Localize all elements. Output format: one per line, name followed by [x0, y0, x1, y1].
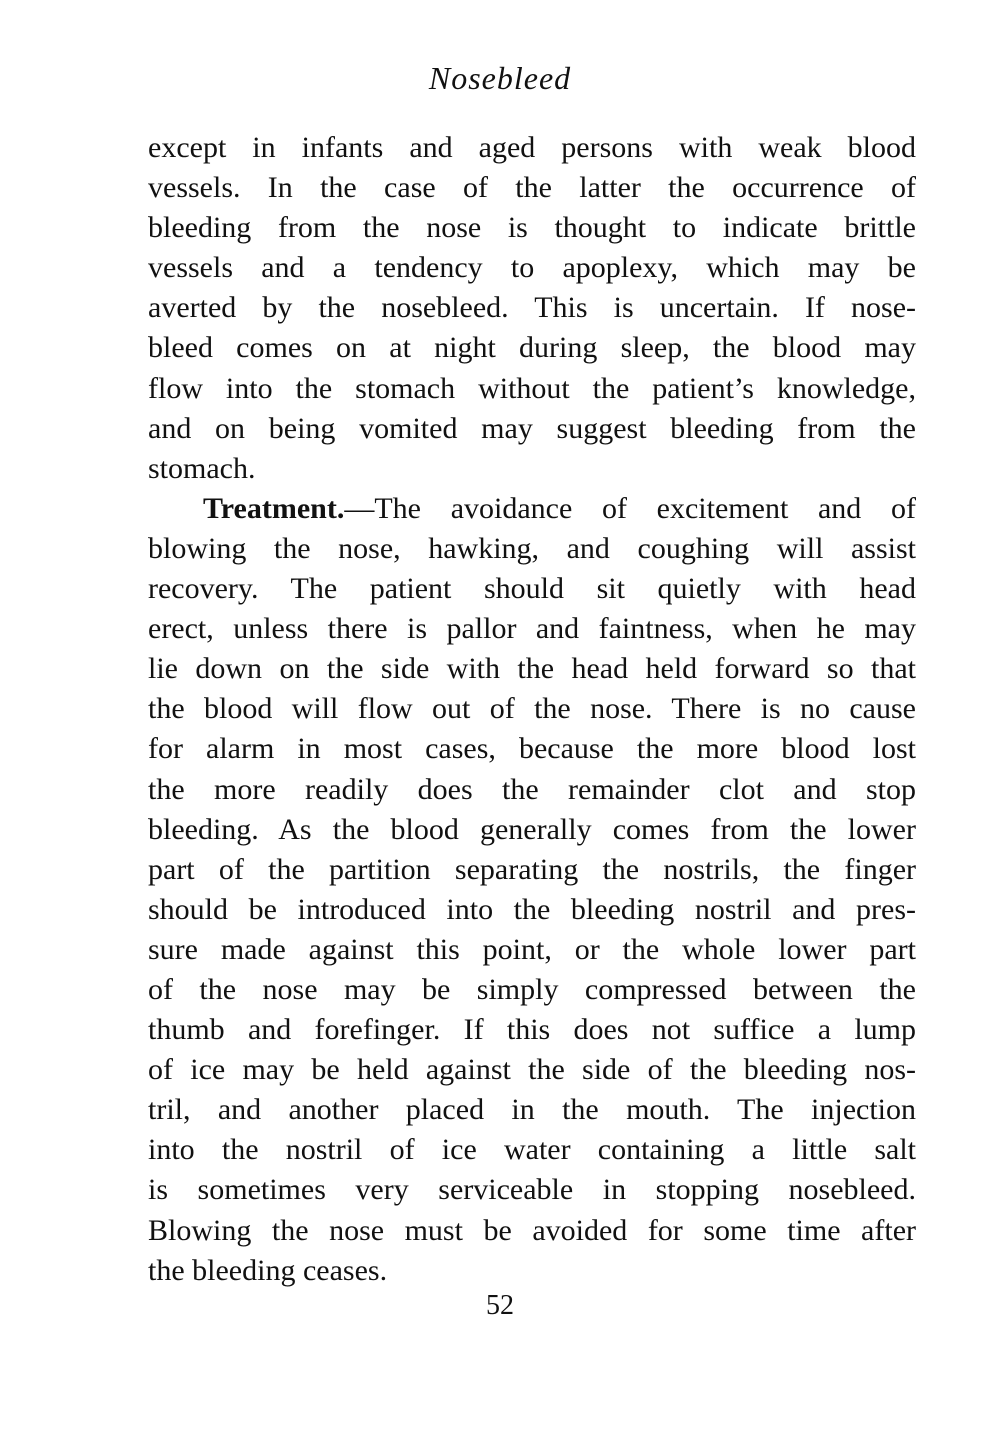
- text-line: blowing the nose, hawking, and coughing will assist: [148, 531, 916, 565]
- text-line: stomach.: [148, 451, 256, 485]
- section-heading: Treatment.: [203, 491, 345, 525]
- text-line: part of the partition separating the nostrils, the finger: [148, 852, 916, 886]
- text-line: vessels. In the case of the latter the occurrence of: [148, 171, 916, 205]
- text-line: of ice may be held against the side of the bleeding nos-: [148, 1053, 916, 1087]
- text-line: for alarm in most cases, because the more blood lost: [148, 732, 916, 766]
- text-line: the blood will flow out of the nose. There is no cause: [148, 692, 916, 726]
- text-line: except in infants and aged persons with weak blood: [148, 131, 916, 164]
- text-line: is sometimes very serviceable in stopping nosebleed.: [148, 1173, 916, 1207]
- text-line: [148, 489, 916, 529]
- text-line: into the nostril of ice water containing a little salt: [148, 1133, 916, 1167]
- text-line: vessels and a tendency to apoplexy, which may be: [148, 251, 916, 285]
- paragraph-treatment: [148, 489, 916, 1291]
- text-line: flow into the stomach without the patient’s knowledge,: [148, 371, 916, 405]
- text-line: bleed comes on at night during sleep, the blood may: [148, 331, 916, 365]
- page-number: 52: [486, 1290, 514, 1321]
- text-line: sure made against this point, or the whole lower part: [148, 932, 916, 966]
- text-line: bleeding. As the blood generally comes from the lower: [148, 812, 916, 846]
- text-line: of the nose may be simply compressed between the: [148, 972, 916, 1006]
- text-line: Blowing the nose must be avoided for some time after: [148, 1213, 916, 1247]
- text-line: thumb and forefinger. If this does not suffice a lump: [148, 1013, 916, 1047]
- text-line: erect, unless there is pallor and faintness, when he may: [148, 612, 916, 646]
- text-run: —The avoidance of excitement and of: [344, 491, 916, 525]
- text-line: recovery. The patient should sit quietly with head: [148, 572, 916, 606]
- text-line: and on being vomited may suggest bleeding from the: [148, 411, 916, 445]
- text-line: tril, and another placed in the mouth. The injection: [148, 1093, 916, 1127]
- text-line: the more readily does the remainder clot and stop: [148, 772, 916, 806]
- text-line: the bleeding ceases.: [148, 1253, 388, 1287]
- running-head: Nosebleed: [428, 60, 572, 96]
- text-line: should be introduced into the bleeding nostril and pres-: [148, 892, 916, 926]
- text-line: lie down on the side with the head held forward so that: [148, 652, 916, 686]
- paragraph-continuation: [148, 128, 916, 489]
- body-text: [148, 128, 916, 1291]
- text-line: averted by the nosebleed. This is uncertain. If nose-: [148, 291, 916, 325]
- text-line: bleeding from the nose is thought to indicate brittle: [148, 211, 916, 245]
